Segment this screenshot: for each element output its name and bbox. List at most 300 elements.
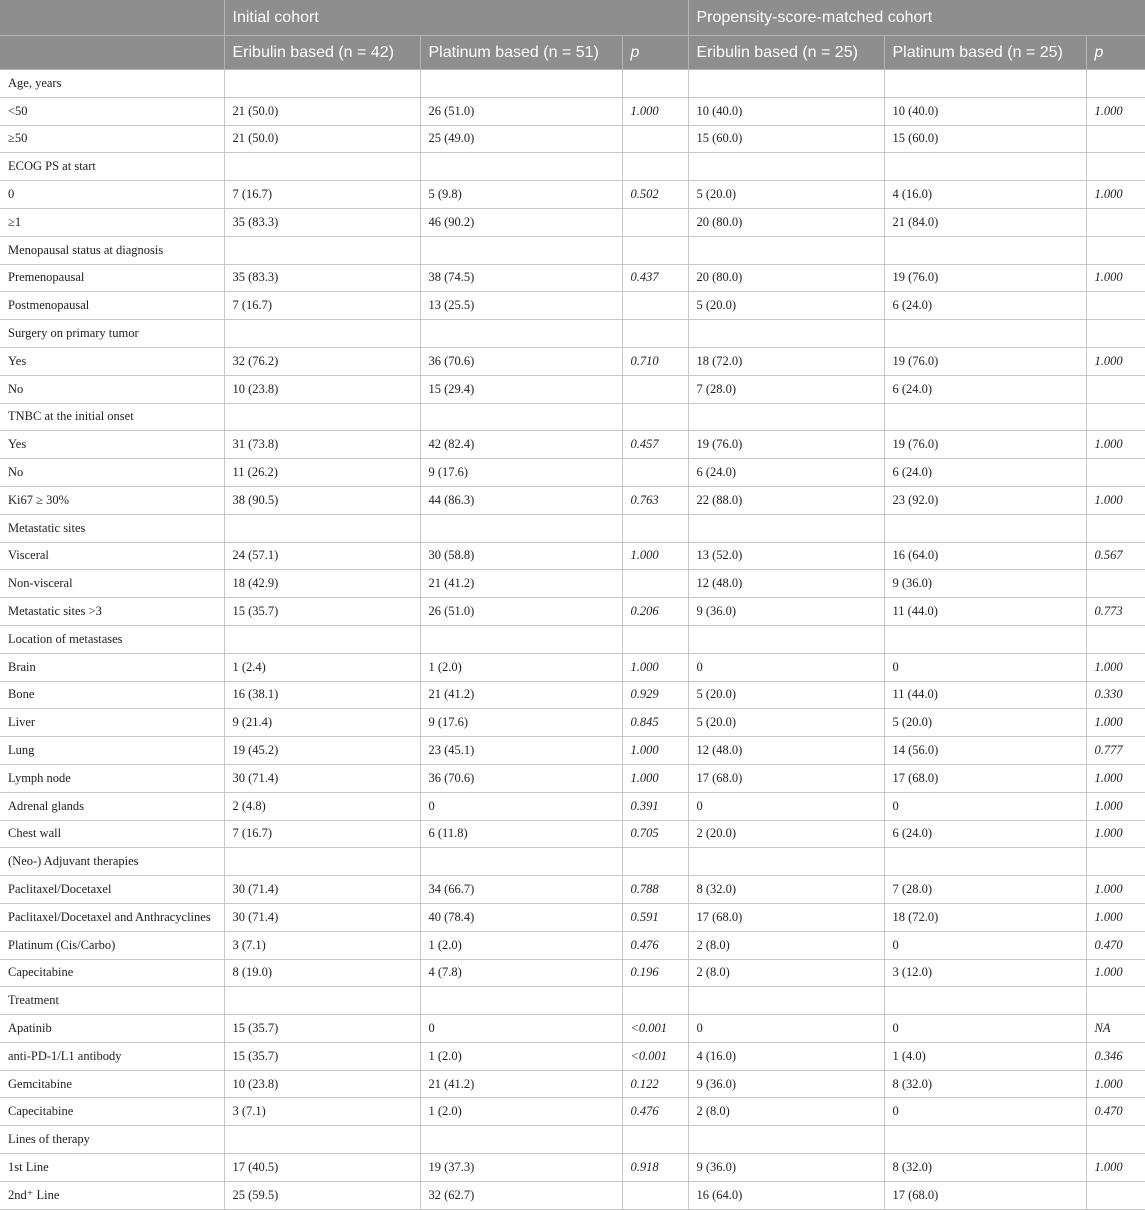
- table-row: [0, 292, 1145, 320]
- initial-platinum-cell: 46 (90.2): [420, 208, 622, 236]
- initial-p-cell: 0.788: [622, 876, 688, 904]
- initial-platinum-cell: 26 (51.0): [420, 97, 622, 125]
- table-row: [0, 737, 1145, 765]
- matched-platinum-cell: 0: [884, 653, 1086, 681]
- matched-eribulin-cell: [688, 987, 884, 1015]
- characteristic-cell: Paclitaxel/Docetaxel and Anthracyclines: [0, 903, 224, 931]
- characteristic-cell: Visceral: [0, 542, 224, 570]
- characteristic-cell: Bone: [0, 681, 224, 709]
- matched-p-cell: 1.000: [1086, 959, 1145, 987]
- matched-eribulin-cell: 2 (8.0): [688, 1098, 884, 1126]
- initial-eribulin-cell: 17 (40.5): [224, 1154, 420, 1182]
- initial-eribulin-cell: 35 (83.3): [224, 264, 420, 292]
- table-row: [0, 959, 1145, 987]
- matched-eribulin-cell: [688, 236, 884, 264]
- header-initial-p: p: [622, 36, 688, 70]
- initial-platinum-cell: 36 (70.6): [420, 764, 622, 792]
- matched-eribulin-cell: 9 (36.0): [688, 1154, 884, 1182]
- characteristic-cell: <50: [0, 97, 224, 125]
- initial-eribulin-cell: 3 (7.1): [224, 1098, 420, 1126]
- matched-eribulin-cell: [688, 320, 884, 348]
- initial-p-cell: 1.000: [622, 542, 688, 570]
- initial-platinum-cell: [420, 848, 622, 876]
- header-stub: [0, 36, 224, 70]
- initial-platinum-cell: [420, 1126, 622, 1154]
- matched-eribulin-cell: 5 (20.0): [688, 292, 884, 320]
- matched-p-cell: 1.000: [1086, 653, 1145, 681]
- initial-platinum-cell: 26 (51.0): [420, 598, 622, 626]
- matched-platinum-cell: 19 (76.0): [884, 264, 1086, 292]
- header-stub: [0, 0, 224, 36]
- table-row: [0, 681, 1145, 709]
- characteristic-cell: Capecitabine: [0, 959, 224, 987]
- table-row: [0, 542, 1145, 570]
- initial-platinum-cell: 1 (2.0): [420, 1098, 622, 1126]
- characteristic-cell: No: [0, 375, 224, 403]
- characteristic-cell: Paclitaxel/Docetaxel: [0, 876, 224, 904]
- characteristic-cell: Location of metastases: [0, 625, 224, 653]
- table-row: [0, 625, 1145, 653]
- matched-eribulin-cell: [688, 153, 884, 181]
- matched-p-cell: 1.000: [1086, 264, 1145, 292]
- initial-p-cell: [622, 208, 688, 236]
- initial-platinum-cell: 4 (7.8): [420, 959, 622, 987]
- matched-platinum-cell: 0: [884, 1098, 1086, 1126]
- matched-p-cell: 1.000: [1086, 1070, 1145, 1098]
- initial-eribulin-cell: 11 (26.2): [224, 459, 420, 487]
- matched-platinum-cell: [884, 403, 1086, 431]
- initial-p-cell: [622, 125, 688, 153]
- matched-p-cell: [1086, 514, 1145, 542]
- initial-p-cell: 0.457: [622, 431, 688, 459]
- initial-platinum-cell: [420, 987, 622, 1015]
- matched-eribulin-cell: 5 (20.0): [688, 181, 884, 209]
- initial-platinum-cell: [420, 153, 622, 181]
- characteristic-cell: Non-visceral: [0, 570, 224, 598]
- initial-p-cell: 0.196: [622, 959, 688, 987]
- matched-eribulin-cell: 0: [688, 653, 884, 681]
- matched-eribulin-cell: 9 (36.0): [688, 598, 884, 626]
- table-row: [0, 181, 1145, 209]
- initial-platinum-cell: 1 (2.0): [420, 1042, 622, 1070]
- initial-platinum-cell: 23 (45.1): [420, 737, 622, 765]
- table-row: [0, 403, 1145, 431]
- matched-eribulin-cell: [688, 625, 884, 653]
- matched-p-cell: 0.470: [1086, 1098, 1145, 1126]
- matched-eribulin-cell: 18 (72.0): [688, 347, 884, 375]
- matched-p-cell: 0.346: [1086, 1042, 1145, 1070]
- initial-eribulin-cell: [224, 403, 420, 431]
- matched-p-cell: [1086, 848, 1145, 876]
- table-row: [0, 459, 1145, 487]
- characteristic-cell: Menopausal status at diagnosis: [0, 236, 224, 264]
- initial-p-cell: [622, 70, 688, 98]
- initial-platinum-cell: 6 (11.8): [420, 820, 622, 848]
- initial-p-cell: 0.122: [622, 1070, 688, 1098]
- characteristic-cell: 1st Line: [0, 1154, 224, 1182]
- initial-platinum-cell: [420, 236, 622, 264]
- initial-platinum-cell: 44 (86.3): [420, 486, 622, 514]
- initial-eribulin-cell: 21 (50.0): [224, 97, 420, 125]
- matched-eribulin-cell: 15 (60.0): [688, 125, 884, 153]
- initial-eribulin-cell: 32 (76.2): [224, 347, 420, 375]
- matched-platinum-cell: [884, 153, 1086, 181]
- matched-eribulin-cell: 13 (52.0): [688, 542, 884, 570]
- initial-p-cell: [622, 320, 688, 348]
- initial-p-cell: 1.000: [622, 653, 688, 681]
- initial-p-cell: 0.710: [622, 347, 688, 375]
- matched-p-cell: [1086, 70, 1145, 98]
- matched-platinum-cell: 3 (12.0): [884, 959, 1086, 987]
- initial-eribulin-cell: [224, 987, 420, 1015]
- initial-platinum-cell: [420, 320, 622, 348]
- characteristic-cell: ≥50: [0, 125, 224, 153]
- matched-platinum-cell: 23 (92.0): [884, 486, 1086, 514]
- initial-eribulin-cell: 19 (45.2): [224, 737, 420, 765]
- matched-platinum-cell: 16 (64.0): [884, 542, 1086, 570]
- matched-platinum-cell: [884, 236, 1086, 264]
- initial-platinum-cell: 32 (62.7): [420, 1181, 622, 1209]
- initial-eribulin-cell: 30 (71.4): [224, 876, 420, 904]
- header-initial-eribulin: Eribulin based (n = 42): [224, 36, 420, 70]
- matched-p-cell: 1.000: [1086, 97, 1145, 125]
- table-row: [0, 987, 1145, 1015]
- initial-p-cell: 0.763: [622, 486, 688, 514]
- matched-eribulin-cell: 5 (20.0): [688, 709, 884, 737]
- initial-p-cell: <0.001: [622, 1015, 688, 1043]
- characteristic-cell: Liver: [0, 709, 224, 737]
- initial-eribulin-cell: 25 (59.5): [224, 1181, 420, 1209]
- matched-platinum-cell: 11 (44.0): [884, 681, 1086, 709]
- initial-platinum-cell: 1 (2.0): [420, 653, 622, 681]
- matched-p-cell: [1086, 375, 1145, 403]
- matched-eribulin-cell: 7 (28.0): [688, 375, 884, 403]
- matched-p-cell: [1086, 125, 1145, 153]
- initial-eribulin-cell: [224, 625, 420, 653]
- matched-p-cell: [1086, 987, 1145, 1015]
- matched-eribulin-cell: 6 (24.0): [688, 459, 884, 487]
- characteristic-cell: Brain: [0, 653, 224, 681]
- characteristic-cell: Surgery on primary tumor: [0, 320, 224, 348]
- characteristic-cell: 2nd⁺ Line: [0, 1181, 224, 1209]
- initial-eribulin-cell: 30 (71.4): [224, 903, 420, 931]
- table-row: [0, 320, 1145, 348]
- table-row: [0, 125, 1145, 153]
- matched-platinum-cell: 19 (76.0): [884, 347, 1086, 375]
- initial-eribulin-cell: 15 (35.7): [224, 598, 420, 626]
- initial-platinum-cell: [420, 403, 622, 431]
- initial-platinum-cell: [420, 514, 622, 542]
- matched-eribulin-cell: 2 (20.0): [688, 820, 884, 848]
- initial-eribulin-cell: 1 (2.4): [224, 653, 420, 681]
- matched-eribulin-cell: 2 (8.0): [688, 959, 884, 987]
- initial-p-cell: [622, 625, 688, 653]
- characteristic-cell: Metastatic sites >3: [0, 598, 224, 626]
- initial-platinum-cell: 42 (82.4): [420, 431, 622, 459]
- table-row: [0, 848, 1145, 876]
- characteristic-cell: Metastatic sites: [0, 514, 224, 542]
- initial-platinum-cell: 5 (9.8): [420, 181, 622, 209]
- matched-eribulin-cell: 0: [688, 1015, 884, 1043]
- matched-eribulin-cell: 12 (48.0): [688, 737, 884, 765]
- initial-p-cell: [622, 848, 688, 876]
- table-row: [0, 1181, 1145, 1209]
- matched-p-cell: [1086, 570, 1145, 598]
- table-row: [0, 709, 1145, 737]
- table-row: [0, 792, 1145, 820]
- matched-eribulin-cell: 19 (76.0): [688, 431, 884, 459]
- table-row: [0, 653, 1145, 681]
- table-row: [0, 347, 1145, 375]
- table-body: [0, 70, 1145, 1210]
- initial-p-cell: [622, 570, 688, 598]
- matched-p-cell: [1086, 1126, 1145, 1154]
- initial-eribulin-cell: 31 (73.8): [224, 431, 420, 459]
- matched-eribulin-cell: 8 (32.0): [688, 876, 884, 904]
- table-row: [0, 903, 1145, 931]
- matched-platinum-cell: [884, 514, 1086, 542]
- matched-platinum-cell: 6 (24.0): [884, 459, 1086, 487]
- initial-platinum-cell: 13 (25.5): [420, 292, 622, 320]
- initial-p-cell: 0.845: [622, 709, 688, 737]
- initial-p-cell: [622, 153, 688, 181]
- initial-eribulin-cell: [224, 236, 420, 264]
- initial-eribulin-cell: 38 (90.5): [224, 486, 420, 514]
- initial-platinum-cell: 40 (78.4): [420, 903, 622, 931]
- characteristic-cell: Postmenopausal: [0, 292, 224, 320]
- initial-eribulin-cell: [224, 848, 420, 876]
- initial-platinum-cell: 36 (70.6): [420, 347, 622, 375]
- table-row: [0, 1154, 1145, 1182]
- matched-p-cell: 0.567: [1086, 542, 1145, 570]
- matched-p-cell: 1.000: [1086, 876, 1145, 904]
- header-matched-cohort: Propensity-score-matched cohort: [688, 0, 1145, 36]
- matched-platinum-cell: 17 (68.0): [884, 1181, 1086, 1209]
- matched-eribulin-cell: 22 (88.0): [688, 486, 884, 514]
- characteristic-cell: Gemcitabine: [0, 1070, 224, 1098]
- matched-platinum-cell: [884, 625, 1086, 653]
- table-row: [0, 264, 1145, 292]
- initial-p-cell: [622, 459, 688, 487]
- matched-p-cell: [1086, 403, 1145, 431]
- matched-p-cell: [1086, 292, 1145, 320]
- table-row: [0, 931, 1145, 959]
- characteristic-cell: ≥1: [0, 208, 224, 236]
- matched-eribulin-cell: 2 (8.0): [688, 931, 884, 959]
- initial-platinum-cell: [420, 70, 622, 98]
- matched-eribulin-cell: [688, 514, 884, 542]
- header-matched-p: p: [1086, 36, 1145, 70]
- matched-eribulin-cell: 17 (68.0): [688, 903, 884, 931]
- header-initial-platinum: Platinum based (n = 51): [420, 36, 622, 70]
- matched-platinum-cell: 0: [884, 1015, 1086, 1043]
- initial-p-cell: [622, 403, 688, 431]
- initial-p-cell: 1.000: [622, 97, 688, 125]
- initial-eribulin-cell: 2 (4.8): [224, 792, 420, 820]
- characteristic-cell: Lymph node: [0, 764, 224, 792]
- table-row: [0, 236, 1145, 264]
- matched-p-cell: [1086, 320, 1145, 348]
- initial-eribulin-cell: 18 (42.9): [224, 570, 420, 598]
- matched-p-cell: 1.000: [1086, 431, 1145, 459]
- initial-eribulin-cell: 9 (21.4): [224, 709, 420, 737]
- characteristic-cell: Ki67 ≥ 30%: [0, 486, 224, 514]
- matched-platinum-cell: [884, 70, 1086, 98]
- initial-eribulin-cell: 16 (38.1): [224, 681, 420, 709]
- initial-p-cell: [622, 987, 688, 1015]
- initial-p-cell: [622, 514, 688, 542]
- matched-p-cell: 1.000: [1086, 820, 1145, 848]
- initial-eribulin-cell: [224, 153, 420, 181]
- matched-platinum-cell: 10 (40.0): [884, 97, 1086, 125]
- initial-p-cell: 0.206: [622, 598, 688, 626]
- characteristic-cell: 0: [0, 181, 224, 209]
- matched-platinum-cell: 0: [884, 931, 1086, 959]
- characteristic-cell: Adrenal glands: [0, 792, 224, 820]
- matched-platinum-cell: 9 (36.0): [884, 570, 1086, 598]
- matched-p-cell: 0.777: [1086, 737, 1145, 765]
- characteristic-cell: Yes: [0, 431, 224, 459]
- initial-eribulin-cell: 35 (83.3): [224, 208, 420, 236]
- table-row: [0, 486, 1145, 514]
- initial-p-cell: 1.000: [622, 764, 688, 792]
- initial-p-cell: 0.476: [622, 931, 688, 959]
- matched-platinum-cell: 6 (24.0): [884, 292, 1086, 320]
- matched-eribulin-cell: 12 (48.0): [688, 570, 884, 598]
- initial-p-cell: 0.591: [622, 903, 688, 931]
- initial-p-cell: [622, 375, 688, 403]
- initial-eribulin-cell: 7 (16.7): [224, 820, 420, 848]
- characteristic-cell: (Neo-) Adjuvant therapies: [0, 848, 224, 876]
- initial-eribulin-cell: 7 (16.7): [224, 181, 420, 209]
- matched-p-cell: 0.330: [1086, 681, 1145, 709]
- initial-p-cell: [622, 1181, 688, 1209]
- table-row: [0, 598, 1145, 626]
- initial-eribulin-cell: [224, 70, 420, 98]
- characteristic-cell: No: [0, 459, 224, 487]
- matched-platinum-cell: 18 (72.0): [884, 903, 1086, 931]
- matched-platinum-cell: 7 (28.0): [884, 876, 1086, 904]
- matched-platinum-cell: 1 (4.0): [884, 1042, 1086, 1070]
- table-row: [0, 764, 1145, 792]
- matched-p-cell: [1086, 208, 1145, 236]
- initial-eribulin-cell: 10 (23.8): [224, 1070, 420, 1098]
- table-row: [0, 1098, 1145, 1126]
- matched-p-cell: 1.000: [1086, 1154, 1145, 1182]
- initial-eribulin-cell: [224, 514, 420, 542]
- table-row: [0, 570, 1145, 598]
- initial-eribulin-cell: 8 (19.0): [224, 959, 420, 987]
- initial-p-cell: 0.705: [622, 820, 688, 848]
- matched-eribulin-cell: 20 (80.0): [688, 208, 884, 236]
- initial-p-cell: [622, 236, 688, 264]
- initial-p-cell: 1.000: [622, 737, 688, 765]
- matched-p-cell: [1086, 625, 1145, 653]
- initial-eribulin-cell: 24 (57.1): [224, 542, 420, 570]
- initial-p-cell: 0.476: [622, 1098, 688, 1126]
- matched-eribulin-cell: 9 (36.0): [688, 1070, 884, 1098]
- characteristic-cell: Lung: [0, 737, 224, 765]
- initial-platinum-cell: 19 (37.3): [420, 1154, 622, 1182]
- matched-p-cell: NA: [1086, 1015, 1145, 1043]
- table-header: [0, 0, 1145, 70]
- matched-p-cell: 1.000: [1086, 486, 1145, 514]
- initial-eribulin-cell: [224, 1126, 420, 1154]
- table-row: [0, 514, 1145, 542]
- characteristic-cell: Treatment: [0, 987, 224, 1015]
- characteristic-cell: Apatinib: [0, 1015, 224, 1043]
- initial-platinum-cell: 38 (74.5): [420, 264, 622, 292]
- matched-platinum-cell: [884, 987, 1086, 1015]
- matched-platinum-cell: 17 (68.0): [884, 764, 1086, 792]
- header-group-row: [0, 0, 1145, 36]
- matched-p-cell: 1.000: [1086, 903, 1145, 931]
- initial-p-cell: 0.391: [622, 792, 688, 820]
- initial-p-cell: 0.929: [622, 681, 688, 709]
- matched-platinum-cell: 6 (24.0): [884, 820, 1086, 848]
- table-row: [0, 97, 1145, 125]
- characteristic-cell: Age, years: [0, 70, 224, 98]
- initial-platinum-cell: 30 (58.8): [420, 542, 622, 570]
- characteristic-cell: ECOG PS at start: [0, 153, 224, 181]
- characteristic-cell: anti-PD-1/L1 antibody: [0, 1042, 224, 1070]
- initial-p-cell: [622, 1126, 688, 1154]
- initial-p-cell: [622, 292, 688, 320]
- initial-platinum-cell: 1 (2.0): [420, 931, 622, 959]
- initial-p-cell: <0.001: [622, 1042, 688, 1070]
- matched-eribulin-cell: 0: [688, 792, 884, 820]
- matched-p-cell: [1086, 236, 1145, 264]
- table-row: [0, 1070, 1145, 1098]
- matched-eribulin-cell: 17 (68.0): [688, 764, 884, 792]
- matched-p-cell: 1.000: [1086, 347, 1145, 375]
- initial-platinum-cell: 0: [420, 1015, 622, 1043]
- header-column-row: [0, 36, 1145, 70]
- matched-eribulin-cell: [688, 848, 884, 876]
- characteristic-cell: Platinum (Cis/Carbo): [0, 931, 224, 959]
- initial-p-cell: 0.502: [622, 181, 688, 209]
- initial-platinum-cell: 9 (17.6): [420, 459, 622, 487]
- matched-p-cell: 0.773: [1086, 598, 1145, 626]
- matched-eribulin-cell: [688, 403, 884, 431]
- table-row: [0, 1042, 1145, 1070]
- matched-platinum-cell: 6 (24.0): [884, 375, 1086, 403]
- header-matched-eribulin: Eribulin based (n = 25): [688, 36, 884, 70]
- initial-eribulin-cell: 7 (16.7): [224, 292, 420, 320]
- matched-eribulin-cell: [688, 70, 884, 98]
- initial-platinum-cell: 0: [420, 792, 622, 820]
- initial-eribulin-cell: 15 (35.7): [224, 1015, 420, 1043]
- table-row: [0, 876, 1145, 904]
- matched-platinum-cell: 15 (60.0): [884, 125, 1086, 153]
- characteristic-cell: Capecitabine: [0, 1098, 224, 1126]
- initial-eribulin-cell: 10 (23.8): [224, 375, 420, 403]
- table-row: [0, 208, 1145, 236]
- matched-p-cell: 1.000: [1086, 764, 1145, 792]
- initial-p-cell: 0.437: [622, 264, 688, 292]
- matched-p-cell: 1.000: [1086, 181, 1145, 209]
- matched-eribulin-cell: 16 (64.0): [688, 1181, 884, 1209]
- matched-platinum-cell: [884, 1126, 1086, 1154]
- table-row: [0, 70, 1145, 98]
- matched-platinum-cell: 4 (16.0): [884, 181, 1086, 209]
- matched-p-cell: 1.000: [1086, 709, 1145, 737]
- initial-platinum-cell: 21 (41.2): [420, 570, 622, 598]
- matched-platinum-cell: 21 (84.0): [884, 208, 1086, 236]
- matched-eribulin-cell: [688, 1126, 884, 1154]
- initial-platinum-cell: 25 (49.0): [420, 125, 622, 153]
- characteristic-cell: Yes: [0, 347, 224, 375]
